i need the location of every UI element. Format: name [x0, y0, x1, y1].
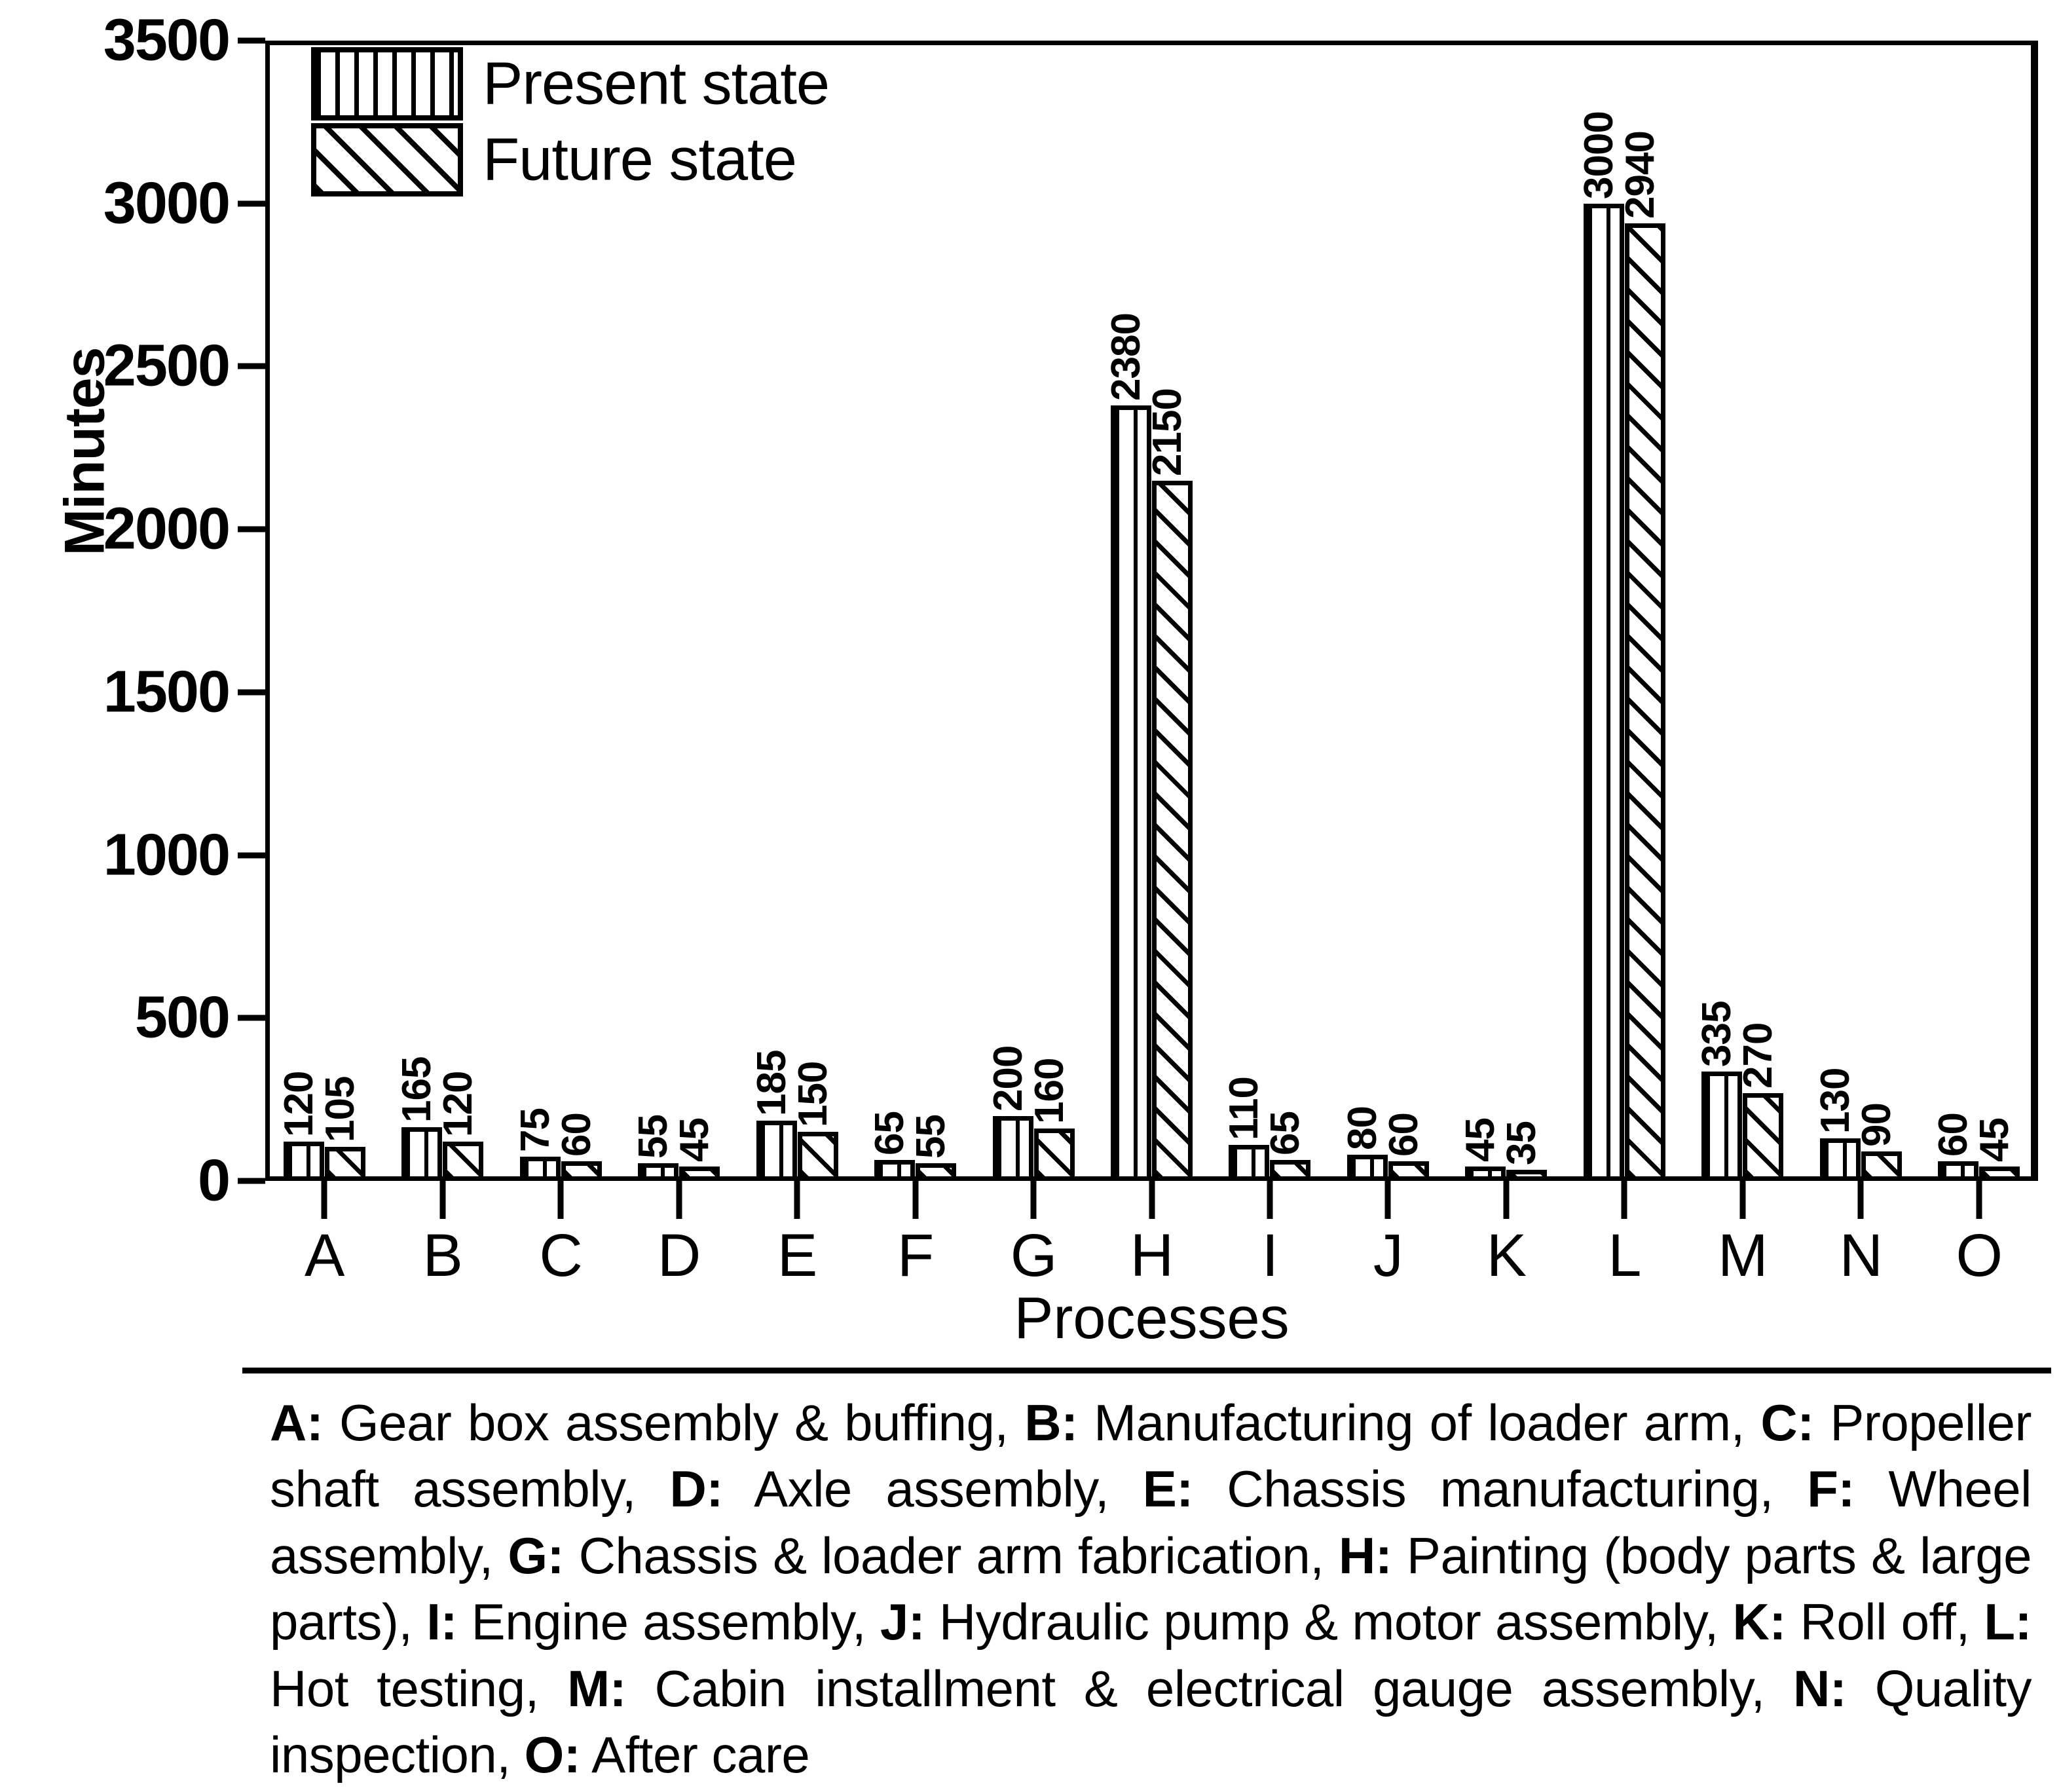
bar-value-label: 55 — [631, 1114, 677, 1159]
x-tick-label-a: A — [305, 1222, 344, 1289]
caption-key: M: — [567, 1659, 627, 1717]
x-tick-label-c: C — [539, 1222, 582, 1289]
bar-present-a — [276, 1071, 324, 1181]
bar-future-g — [1026, 1058, 1075, 1181]
bar-present-e — [749, 1050, 797, 1181]
x-tick-label-b: B — [422, 1222, 462, 1289]
x-tick-mark — [1976, 1181, 1982, 1219]
bar-value-label: 130 — [1812, 1068, 1858, 1134]
x-tick-mark — [1149, 1181, 1155, 1219]
bar-value-label: 35 — [1499, 1121, 1545, 1165]
bar-value-label: 105 — [317, 1076, 363, 1142]
x-tick-mark — [558, 1181, 564, 1219]
bar-value-label: 60 — [1381, 1113, 1426, 1157]
bar-value-label: 160 — [1026, 1058, 1072, 1125]
legend-item-present-state — [311, 47, 830, 121]
bar-value-label: 150 — [790, 1061, 836, 1128]
bar-future-e — [790, 1061, 838, 1181]
bar-future-o — [1972, 1117, 2020, 1181]
x-tick-label-n: N — [1839, 1222, 1883, 1289]
bar-future-n — [1853, 1103, 1902, 1181]
bar-value-label: 2940 — [1617, 130, 1663, 219]
x-tick-label-d: D — [657, 1222, 701, 1289]
bar-future-j — [1381, 1113, 1429, 1181]
bar-value-label: 2380 — [1104, 313, 1149, 401]
x-tick-label-f: F — [897, 1222, 934, 1289]
bar-value-label: 90 — [1853, 1103, 1899, 1148]
y-tick-label: 3000 — [103, 170, 229, 236]
caption-key: D: — [669, 1460, 723, 1518]
x-tick-mark — [1858, 1181, 1864, 1219]
y-tick-mark — [238, 852, 265, 858]
y-tick-label: 2500 — [103, 333, 229, 399]
y-axis-title: Minutes — [53, 347, 117, 556]
bar-value-label: 75 — [512, 1108, 558, 1152]
y-tick-mark — [238, 38, 265, 44]
bar-value-label: 80 — [1339, 1106, 1385, 1151]
caption-key: H: — [1339, 1526, 1392, 1584]
bar-future-k — [1499, 1121, 1547, 1181]
caption-key: E: — [1142, 1460, 1193, 1518]
y-tick-mark — [238, 364, 265, 369]
y-tick-mark — [238, 1015, 265, 1021]
y-tick-label: 1000 — [103, 822, 229, 888]
y-tick-label: 1500 — [103, 659, 229, 725]
y-tick-mark — [238, 200, 265, 206]
caption-key: J: — [880, 1593, 925, 1651]
bar-future-i — [1263, 1111, 1310, 1181]
y-tick-label: 0 — [197, 1148, 229, 1214]
x-tick-mark — [794, 1181, 800, 1219]
bar-value-label: 45 — [1458, 1117, 1504, 1162]
x-tick-mark — [1267, 1181, 1272, 1219]
bar-future-c — [553, 1113, 602, 1181]
caption-key: I: — [426, 1593, 457, 1651]
caption-key: B: — [1024, 1394, 1078, 1451]
bar-value-label: 335 — [1694, 1001, 1740, 1068]
bar-present-c — [512, 1108, 561, 1181]
bar-present-l — [1576, 111, 1624, 1181]
caption-divider — [242, 1368, 2051, 1373]
y-tick-label: 3500 — [103, 7, 229, 73]
x-tick-label-k: K — [1486, 1222, 1527, 1289]
y-tick-mark — [238, 689, 265, 695]
x-tick-label-i: I — [1261, 1222, 1278, 1289]
y-axis-ticks — [0, 0, 265, 1792]
bar-future-d — [672, 1117, 720, 1181]
x-tick-label-g: G — [1010, 1222, 1057, 1289]
x-tick-label-e: E — [777, 1222, 817, 1289]
x-tick-label-l: L — [1608, 1222, 1641, 1289]
bar-present-k — [1458, 1117, 1506, 1181]
caption-key: A: — [270, 1394, 324, 1451]
y-tick-mark — [238, 1178, 265, 1184]
bar-value-label: 65 — [867, 1111, 913, 1155]
x-tick-mark — [912, 1181, 918, 1219]
y-tick-mark — [238, 527, 265, 532]
bar-present-g — [985, 1045, 1033, 1181]
x-tick-label-h: H — [1130, 1222, 1174, 1289]
x-tick-label-o: O — [1956, 1222, 2003, 1289]
bar-value-label: 45 — [1972, 1117, 2018, 1162]
bar-present-d — [631, 1114, 678, 1181]
bar-value-label: 45 — [672, 1117, 718, 1162]
x-tick-mark — [1031, 1181, 1037, 1219]
x-tick-mark — [322, 1181, 327, 1219]
bars-layer — [265, 41, 2038, 1181]
caption-key: O: — [524, 1725, 581, 1783]
bar-future-f — [908, 1114, 956, 1181]
bar-value-label: 60 — [1931, 1113, 1977, 1157]
bar-future-b — [436, 1071, 483, 1181]
bar-future-a — [317, 1076, 365, 1181]
bar-value-label: 270 — [1736, 1022, 1781, 1089]
legend-label: Future state — [483, 126, 796, 193]
y-tick-label: 2000 — [103, 496, 229, 562]
bar-value-label: 165 — [394, 1056, 440, 1123]
x-tick-mark — [1503, 1181, 1509, 1219]
bar-future-h — [1145, 388, 1193, 1181]
x-tick-mark — [1622, 1181, 1627, 1219]
x-tick-mark — [676, 1181, 682, 1219]
bar-value-label: 120 — [436, 1071, 481, 1138]
chart-legend — [311, 47, 830, 211]
bar-future-m — [1736, 1022, 1783, 1181]
bar-value-label: 2150 — [1145, 388, 1190, 476]
bar-value-label: 65 — [1263, 1111, 1309, 1155]
bar-value-label: 110 — [1221, 1077, 1267, 1141]
legend-swatch-icon — [311, 47, 463, 121]
caption-key: N: — [1793, 1659, 1847, 1717]
bar-value-label: 120 — [276, 1071, 322, 1138]
bar-present-h — [1104, 313, 1151, 1181]
bar-future-l — [1617, 130, 1665, 1181]
x-tick-mark — [1385, 1181, 1391, 1219]
bar-value-label: 200 — [985, 1045, 1031, 1111]
x-tick-label-m: M — [1718, 1222, 1768, 1289]
caption-key: L: — [1984, 1593, 2032, 1651]
bar-present-j — [1339, 1106, 1388, 1181]
x-tick-label-j: J — [1373, 1222, 1403, 1289]
y-tick-label: 500 — [134, 984, 229, 1051]
caption-key: G: — [508, 1526, 565, 1584]
legend-swatch-icon — [311, 123, 463, 196]
x-tick-mark — [1739, 1181, 1745, 1219]
legend-label: Present state — [483, 50, 830, 117]
bar-value-label: 60 — [553, 1113, 599, 1157]
caption-key: K: — [1732, 1593, 1786, 1651]
caption-key: F: — [1807, 1460, 1855, 1518]
bar-value-label: 55 — [908, 1114, 954, 1159]
caption-key: C: — [1760, 1394, 1814, 1451]
x-axis-title: Processes — [1014, 1286, 1290, 1351]
bar-present-f — [867, 1111, 915, 1181]
figure-caption: A: Gear box assembly & buffing, B: Manufacturing of loader arm, C: Propeller shaft assembly, D: Axle assembly, E: Chassis manufacturing, F: Wheel assembly, G: Chassis & loader arm fabrication, H: Painting (body parts & large parts), I: Engine assembly, J: Hydraulic pump & motor assembly, K: Roll off, L: Hot testing, M: Cabin installment & electrical gauge assembly, N: Quality inspection, O: After care — [270, 1394, 2032, 1783]
x-tick-mark — [439, 1181, 445, 1219]
bar-present-o — [1931, 1113, 1978, 1181]
legend-item-future-state — [311, 123, 809, 196]
bar-value-label: 3000 — [1576, 111, 1622, 199]
bar-value-label: 185 — [749, 1050, 794, 1116]
